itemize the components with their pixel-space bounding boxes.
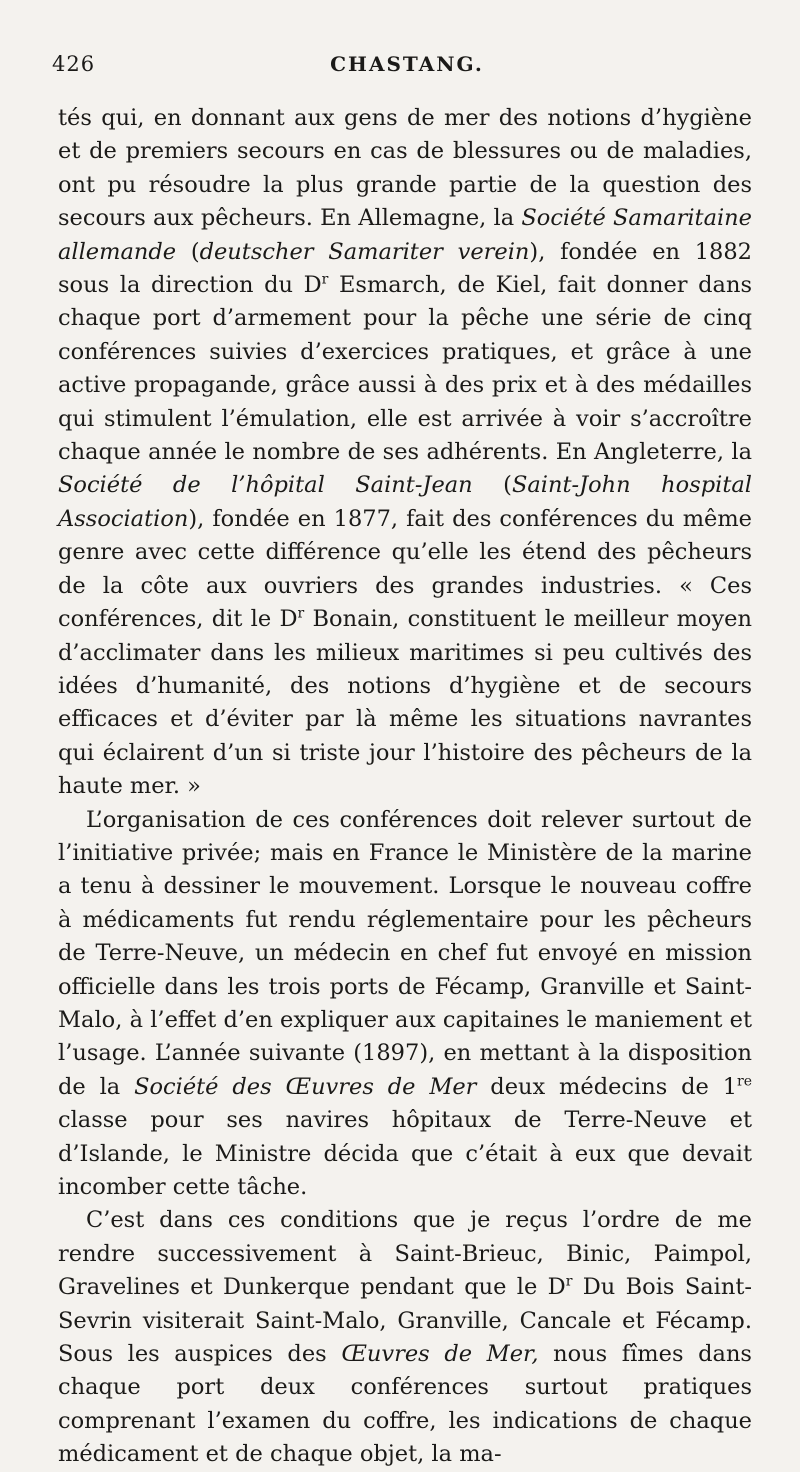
text-span: Bonain, constituent le meilleur moyen d’acclimater dans les milieux maritimes si peu cultivés des idées d’humanité, des notions d’hygiène et de secours efficaces et d’éviter par là même les situations navrantes qui éclairent d’un si triste jour l’histoire des pêcheurs de la haute mer. » (58, 606, 752, 800)
paragraph-3 (58, 1204, 752, 1471)
italic-span: Œuvres de Mer, (341, 1341, 539, 1368)
italic-span: Société Samaritaine allemande (58, 205, 752, 265)
text-span: ), fondée en 1882 sous la direction du D (58, 238, 752, 299)
superscript: r (321, 271, 329, 288)
text-span: nous fîmes dans chaque port deux conférences surtout pratiques comprenant l’examen du coffre, les indications de chaque médicament et de chaque objet, la ma- (58, 1341, 752, 1468)
text-span: Esmarch, de Kiel, fait donner dans chaque port d’armement pour la pêche une série de cinq conférences suivies d’exercices pratiques, et grâce à une active propagande, grâce aussi à des prix et à des médailles qui stimulent l’émulation, elle est arrivée à voir s’accroître chaque année le nombre de ses adhérents. En Angleterre, la (58, 272, 752, 466)
text-span: ), fondée en 1877, fait des conférences du même genre avec cette différence qu’elle les étend des pêcheurs de la côte aux ouvriers des grandes industries. « Ces conférences, dit le D (58, 505, 752, 633)
italic-span: deutscher Samariter verein (199, 238, 530, 265)
superscript: re (737, 1073, 752, 1090)
text-span: ( (176, 238, 200, 265)
italic-span: Société des Œuvres de Mer (134, 1073, 477, 1100)
page-header (52, 52, 762, 86)
page-number: 426 (52, 52, 96, 76)
paragraph-2 (58, 804, 752, 1205)
body-text (58, 102, 752, 1472)
superscript: r (297, 605, 305, 622)
text-span: L’organisation de ces conférences doit relever surtout de l’initiative privée; mais en France le Ministère de la marine a tenu à dessiner le mouvement. Lorsque le nouveau coffre à médicaments fut rendu réglementaire pour les pêcheurs de Terre-Neuve, un médecin en chef fut envoyé en mission officielle dans les trois ports de Fécamp, Granville et Saint-Malo, à l’effet d’en expliquer aux capitaines le maniement et l’usage. L’année suivante (1897), en mettant à la disposition de la (58, 806, 752, 1100)
text-span: classe pour ses navires hôpitaux de Terre-Neuve et d’Islande, le Ministre décida que c’était à eux que devait incomber cette tâche. (58, 1107, 752, 1200)
paragraph-1 (58, 102, 752, 804)
italic-span: Société de l’hôpital Saint-Jean (58, 472, 473, 499)
text-span: deux médecins de 1 (476, 1073, 738, 1100)
text-span: ( (472, 472, 512, 499)
text-span: C’est dans ces conditions que je reçus l’ordre de me rendre successivement à Saint-Brieuc, Binic, Paimpol, Gravelines et Dunkerque pendant que le D (58, 1207, 752, 1301)
italic-span: Saint-John hospital Association (58, 472, 752, 532)
superscript: r (565, 1273, 573, 1290)
text-span: tés qui, en donnant aux gens de mer des notions d’hygiène et de premiers secours en cas de blessures ou de maladies, ont pu résoudre la plus grande partie de la question des secours aux pêcheurs. En Allemagne, la (58, 105, 752, 232)
text-span: Du Bois Saint-Sevrin visiterait Saint-Malo, Granville, Cancale et Fécamp. Sous les auspices des (58, 1274, 752, 1368)
running-head: CHASTANG. (330, 52, 484, 76)
